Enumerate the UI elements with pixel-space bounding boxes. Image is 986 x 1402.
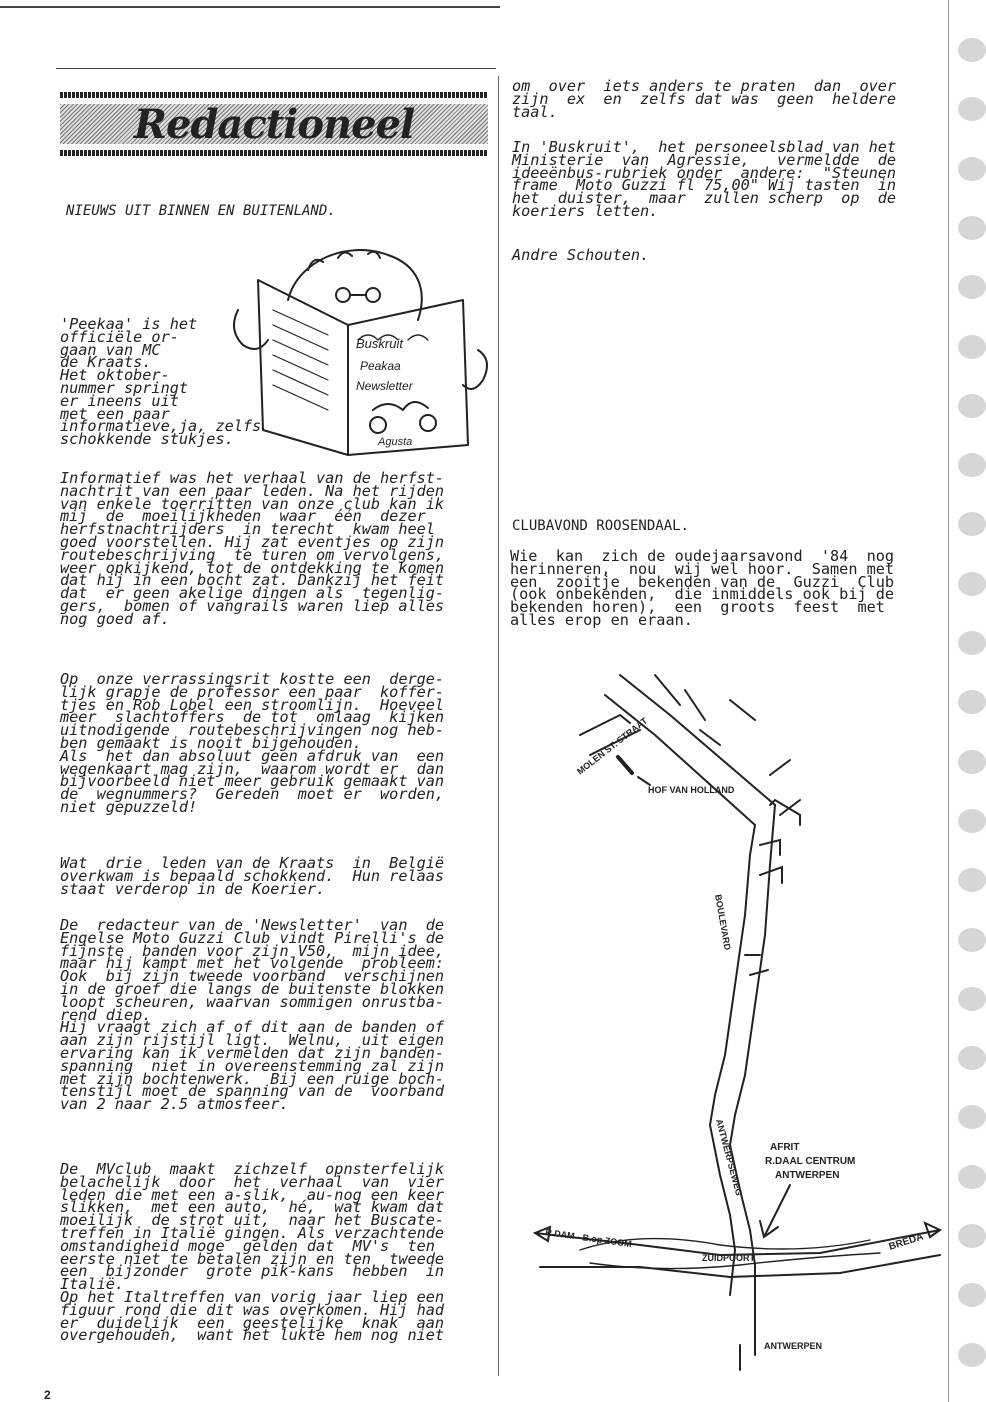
binder-hole	[958, 275, 986, 299]
map-label-exit-2: R.DAAL CENTRUM	[765, 1156, 856, 1167]
binder-hole	[958, 157, 986, 181]
text-line: loopt scheuren, waarvan sommigen onrustba-	[60, 992, 445, 1011]
text-line: taal.	[512, 102, 558, 121]
binder-hole	[958, 453, 986, 477]
text-line: nummer springt	[60, 378, 189, 397]
text-line: fijnste banden voor zijn V50, mijn idee,	[60, 941, 445, 960]
text-line: treffen in Italië gingen. Als verzachtende	[60, 1223, 445, 1242]
text-line: schokkende stukjes.	[60, 430, 234, 449]
text-line: maar hij kampt met het volgende probleem:	[60, 954, 445, 973]
cartoon-label-buskruit: Buskruit	[356, 336, 403, 351]
column-divider	[498, 76, 499, 1376]
text-line: De redacteur van de 'Newsletter' van de	[60, 916, 445, 934]
left-subheading: NIEUWS UIT BINNEN EN BUITENLAND.	[66, 203, 336, 219]
title-banner	[60, 88, 488, 162]
text-line: leden die met een a-slik, au-nog een keer	[60, 1185, 445, 1204]
text-line: Het oktober-	[60, 366, 170, 385]
cartoon-label-peakaa: Peakaa	[360, 359, 401, 373]
text-line: bijvoorbeeld niet meer gebruik gemaakt van	[60, 772, 445, 791]
cartoon-label-newsletter: Newsletter	[356, 379, 413, 393]
left-p4-lines	[60, 916, 445, 1114]
top-rule	[56, 68, 496, 69]
left-intro	[60, 315, 262, 449]
text-line: er duidelijk een geestelijke knak aan	[60, 1313, 445, 1332]
binder-hole	[958, 216, 986, 240]
left-paragraph-2	[60, 670, 445, 816]
map-label-rdam: R.DAM - B.op ZOOM	[544, 1227, 633, 1250]
map-label-antwerpen: ANTWERPEN	[764, 1341, 822, 1351]
text-line: een zooitje bekenden van de Guzzi Club	[510, 572, 895, 591]
left-p2-lines	[60, 670, 445, 816]
binder-hole	[958, 572, 986, 596]
map-label-zuidpoort: ZUIDPOORT	[702, 1253, 755, 1263]
text-line: figuur rond die dit was overkomen. Hij had	[60, 1300, 445, 1319]
text-line: nachtrit van een paar leden. Na het rijden	[60, 481, 445, 500]
text-line: officiële or-	[60, 327, 179, 346]
text-line: routebeschrijving te turen om vervolgens,	[60, 545, 445, 564]
map-label-antwerpseweg: ANTWERPSEWEG	[714, 1117, 745, 1197]
text-line: Op het Italtreffen van vorig jaar liep een	[60, 1287, 445, 1306]
banner-stripe-top	[60, 92, 488, 98]
text-line: frame Moto Guzzi fl 75,00" Wij tasten in	[512, 176, 897, 195]
text-line: In 'Buskruit', het personeelsblad van het	[512, 138, 897, 156]
text-line: met een paar	[60, 404, 170, 423]
text-line: met zijn bochtenwerk. Bij een ruige boch-	[60, 1069, 445, 1088]
map-label-street: MOLEN ST. STRAAT	[575, 715, 650, 777]
left-paragraph-3	[60, 854, 445, 898]
text-line: het duister, maar zullen scherp op de	[512, 189, 897, 208]
text-line: 'Peekaa' is het	[60, 315, 198, 333]
text-line: omstandigheid moge gelden dat MV's ten	[60, 1236, 435, 1255]
binder-hole	[958, 750, 986, 774]
right-p1-lines	[512, 77, 897, 121]
text-line: Ook bij zijn tweede voorband verschijnen	[60, 967, 445, 986]
page-title: Redactioneel	[133, 100, 415, 148]
text-line: mij de moeilijkheden waar één dezer	[60, 507, 426, 526]
map-label-hotel: HOF VAN HOLLAND	[648, 785, 735, 795]
binder-hole	[958, 1224, 986, 1248]
text-line: dat hij in een bocht zat. Dankzij het feit	[60, 571, 445, 590]
right-p2-lines	[512, 138, 897, 220]
text-line: ervaring kan ik vermelden dat zijn banden-	[60, 1043, 445, 1062]
binder-hole	[958, 394, 986, 418]
text-line: Hij vraagt zich af of dit aan de banden of	[60, 1018, 445, 1037]
binder-hole	[958, 928, 986, 952]
binder-hole	[958, 512, 986, 536]
text-line: van enkele toerritten van onze club kan ik	[60, 494, 445, 513]
left-p1-lines	[60, 469, 445, 628]
cartoon-label-agusta: Agusta	[378, 436, 413, 448]
signature: Andre Schouten.	[512, 246, 650, 264]
map-label-boulevard: BOULEVARD	[713, 893, 733, 951]
banner-title-box	[60, 100, 488, 148]
text-line: ben gemaakt is nooit bijgehouden.	[60, 733, 362, 752]
text-line: weer opkijkend, tot de ontdekking te komen	[60, 558, 445, 577]
text-line: de Kraats.	[60, 353, 152, 372]
binder-hole	[958, 1343, 986, 1367]
left-p3-lines	[60, 854, 445, 898]
text-line: meer slachtoffers de tot omlaag kijken	[60, 708, 445, 727]
binder-hole	[958, 631, 986, 655]
text-line: bekenden horen), een groots feest met	[510, 598, 885, 617]
text-line: Op onze verrassingsrit kostte een derge-	[60, 670, 445, 688]
text-line: wegenkaart mag zijn, waarom wordt er dan	[60, 759, 445, 778]
map-label-exit-3: ANTWERPEN	[775, 1170, 840, 1181]
text-line: herfstnachtrijders in terecht kwam heel	[60, 520, 435, 539]
left-paragraph-5	[60, 1160, 445, 1345]
text-line: om over iets anders te praten dan over	[512, 77, 897, 95]
text-line: Engelse Moto Guzzi Club vindt Pirelli's de	[60, 928, 445, 947]
binder-hole	[958, 1283, 986, 1307]
text-line: Als het dan absoluut geen afdruk van een	[60, 746, 445, 765]
binder-hole	[958, 1105, 986, 1129]
text-line: zijn ex en zelfs dat was geen heldere	[512, 89, 897, 108]
text-line: moeilijk de strot uit, naar het Buscate-	[60, 1211, 445, 1230]
text-line: lijk grapje de professor een paar koffer-	[60, 682, 445, 701]
text-line: in de groef die langs de buitenste blokken	[60, 979, 445, 998]
text-line: nog goed af.	[60, 609, 170, 628]
text-line: tenstijl moet de spanning van de voorband	[60, 1082, 445, 1101]
text-line: koeriers letten.	[512, 201, 659, 220]
text-line: goed voorstellen. Hij zat eventjes op zijn	[60, 532, 445, 551]
binder-hole	[958, 335, 986, 359]
text-line: alles erop en eraan.	[510, 610, 693, 629]
text-line: Italië.	[60, 1275, 125, 1294]
top-border-line	[0, 6, 500, 8]
text-line: de wegnummers? Gereden moet er worden,	[60, 785, 445, 804]
binder-hole	[958, 809, 986, 833]
right-paragraph-1	[512, 77, 897, 121]
text-line: eerste niet te betalen zijn en ten tweede	[60, 1249, 445, 1268]
map-label-exit-1: AFRIT	[770, 1142, 800, 1153]
text-line: er ineens uit	[60, 391, 179, 410]
right-paragraph-2	[512, 138, 897, 220]
text-line: uitnodigende routebeschrijvingen nog heb-	[60, 721, 445, 740]
left-intro-lines	[60, 315, 262, 449]
newspaper-reader-illustration	[228, 240, 498, 462]
page-number: 2	[44, 1388, 51, 1402]
text-line: informatieve,ja, zelfs	[60, 417, 262, 436]
text-line: van 2 naar 2.5 atmosfeer.	[60, 1095, 289, 1114]
right-paragraph-3	[510, 547, 895, 629]
left-paragraph-4	[60, 916, 445, 1114]
binder-hole	[958, 1165, 986, 1189]
text-line: dat er geen akelige dingen als tegenlig-	[60, 584, 445, 603]
text-line: herinneren, nou wij wel hoor. Samen met	[510, 559, 895, 578]
route-map	[520, 655, 950, 1385]
text-line: overkwam is bepaald schokkend. Hun relaas	[60, 866, 445, 885]
section-heading: CLUBAVOND ROOSENDAAL.	[512, 518, 690, 534]
binder-hole	[958, 868, 986, 892]
binder-hole	[958, 690, 986, 714]
text-line: aan zijn rijstijl ligt. Welnu, uit eigen	[60, 1031, 445, 1050]
text-line: overgehouden, want het lukte hem nog niet	[60, 1326, 445, 1345]
text-line: niet gepuzzeld!	[60, 797, 198, 816]
binder-hole	[958, 38, 986, 62]
text-line: staat verderop in de Koerier.	[60, 879, 326, 898]
text-line: Ministerie van Agressie, vermeldde de	[512, 150, 897, 169]
text-line: Informatief was het verhaal van de herfst-	[60, 469, 445, 487]
binder-hole	[958, 97, 986, 121]
left-p5-lines	[60, 1160, 445, 1345]
text-line: De MVclub maakt zichzelf opnsterfelijk	[60, 1160, 445, 1178]
banner-stripe-bottom	[60, 150, 488, 156]
text-line: spanning niet in overeenstemming zal zijn	[60, 1056, 445, 1075]
text-line: Wat drie leden van de Kraats in België	[60, 854, 445, 872]
text-line: rend diep.	[60, 1005, 152, 1024]
text-line: ideeënbus-rubriek onder andere: "Steunen	[512, 163, 897, 182]
right-p3-lines	[510, 547, 895, 629]
text-line: gers, bomen of vangrails waren liep alles	[60, 596, 445, 615]
left-paragraph-1	[60, 469, 445, 628]
text-line: gaan van MC	[60, 340, 161, 359]
binder-hole	[958, 987, 986, 1011]
text-line: (ook onbekenden, die inmiddels ook bij de	[510, 585, 895, 604]
map-label-breda: BREDA	[887, 1231, 925, 1253]
text-line: slikken, met een auto, hé, wat kwam dat	[60, 1198, 445, 1217]
text-line: tjes en Rob Lobel een stroomlijn. Hoeveel	[60, 695, 445, 714]
text-line: belachelijk door het verhaal van vier	[60, 1172, 445, 1191]
text-line: Wie kan zich de oudejaarsavond '84 nog	[510, 547, 895, 565]
binder-hole	[958, 1046, 986, 1070]
text-line: een bijzonder grote pik-kans hebben in	[60, 1262, 445, 1281]
